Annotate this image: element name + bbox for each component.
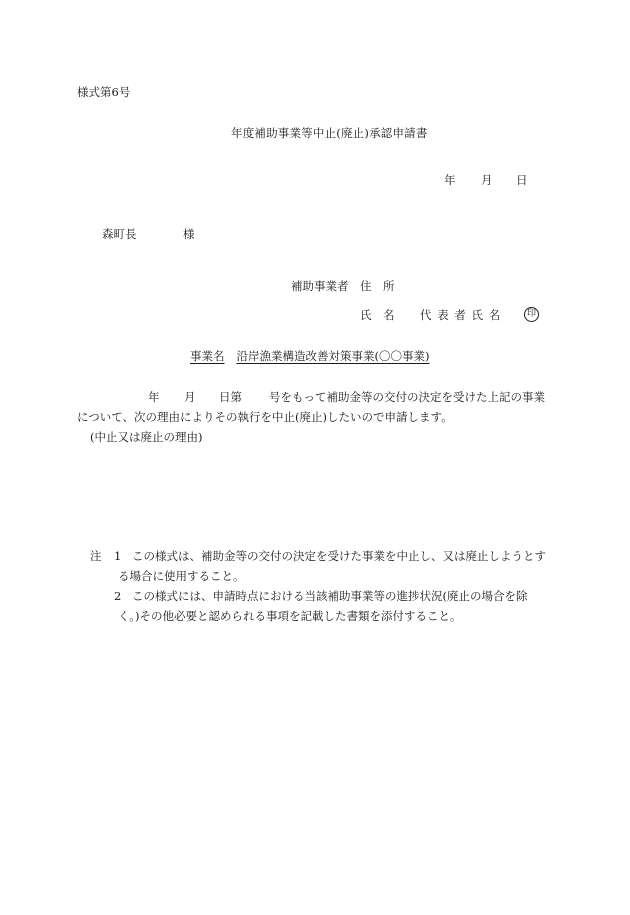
- note-1-line-1: この様式は、補助金等の交付の決定を受けた事業を中止し、又は廃止しようとす: [132, 549, 546, 563]
- seal-mark: [524, 307, 539, 322]
- body-ref-year: 年: [148, 390, 160, 404]
- date-month-label: 月: [481, 173, 493, 187]
- address-label: 住 所: [360, 279, 395, 293]
- note-2-number: 2: [114, 589, 122, 603]
- applicant-label: 補助事業者: [291, 279, 349, 293]
- note-1-line-2: る場合に使用すること。: [118, 569, 245, 583]
- project-name: 沿岸漁業構造改善対策事業(〇〇事業): [236, 349, 430, 363]
- project-label: 事業名: [190, 349, 225, 363]
- addressee-name: 森町長: [102, 227, 137, 241]
- date-year-label: 年: [444, 173, 456, 187]
- name-label: 氏 名: [360, 308, 395, 322]
- project-line: [176, 350, 437, 364]
- notes-label: 注: [90, 549, 102, 563]
- reason-label: (中止又は廃止の理由): [90, 430, 203, 444]
- body-line-2: について、次の理由によりその執行を中止(廃止)したいので申請します。: [77, 410, 453, 424]
- addressee-honorific: 様: [183, 227, 195, 241]
- body-ref-month: 月: [184, 390, 196, 404]
- note-2-line-1: この様式には、申請時点における当該補助事業等の進捗状況(廃止の場合を除: [132, 589, 528, 603]
- note-2-line-2: く。)その他必要と認められる事項を記載した書類を添付すること。: [118, 609, 462, 623]
- seal-icon: 印: [524, 307, 539, 322]
- document-title: 年度補助事業等中止(廃止)承認申請書: [231, 126, 428, 140]
- note-1-number: 1: [114, 549, 122, 563]
- body-ref-day: 日第: [219, 390, 242, 404]
- representative-name-label: 代 表 者 氏 名: [420, 308, 502, 322]
- body-line-1: 号をもって補助金等の交付の決定を受けた上記の事業: [269, 390, 545, 404]
- date-day-label: 日: [516, 173, 528, 187]
- form-number: 様式第6号: [77, 85, 131, 99]
